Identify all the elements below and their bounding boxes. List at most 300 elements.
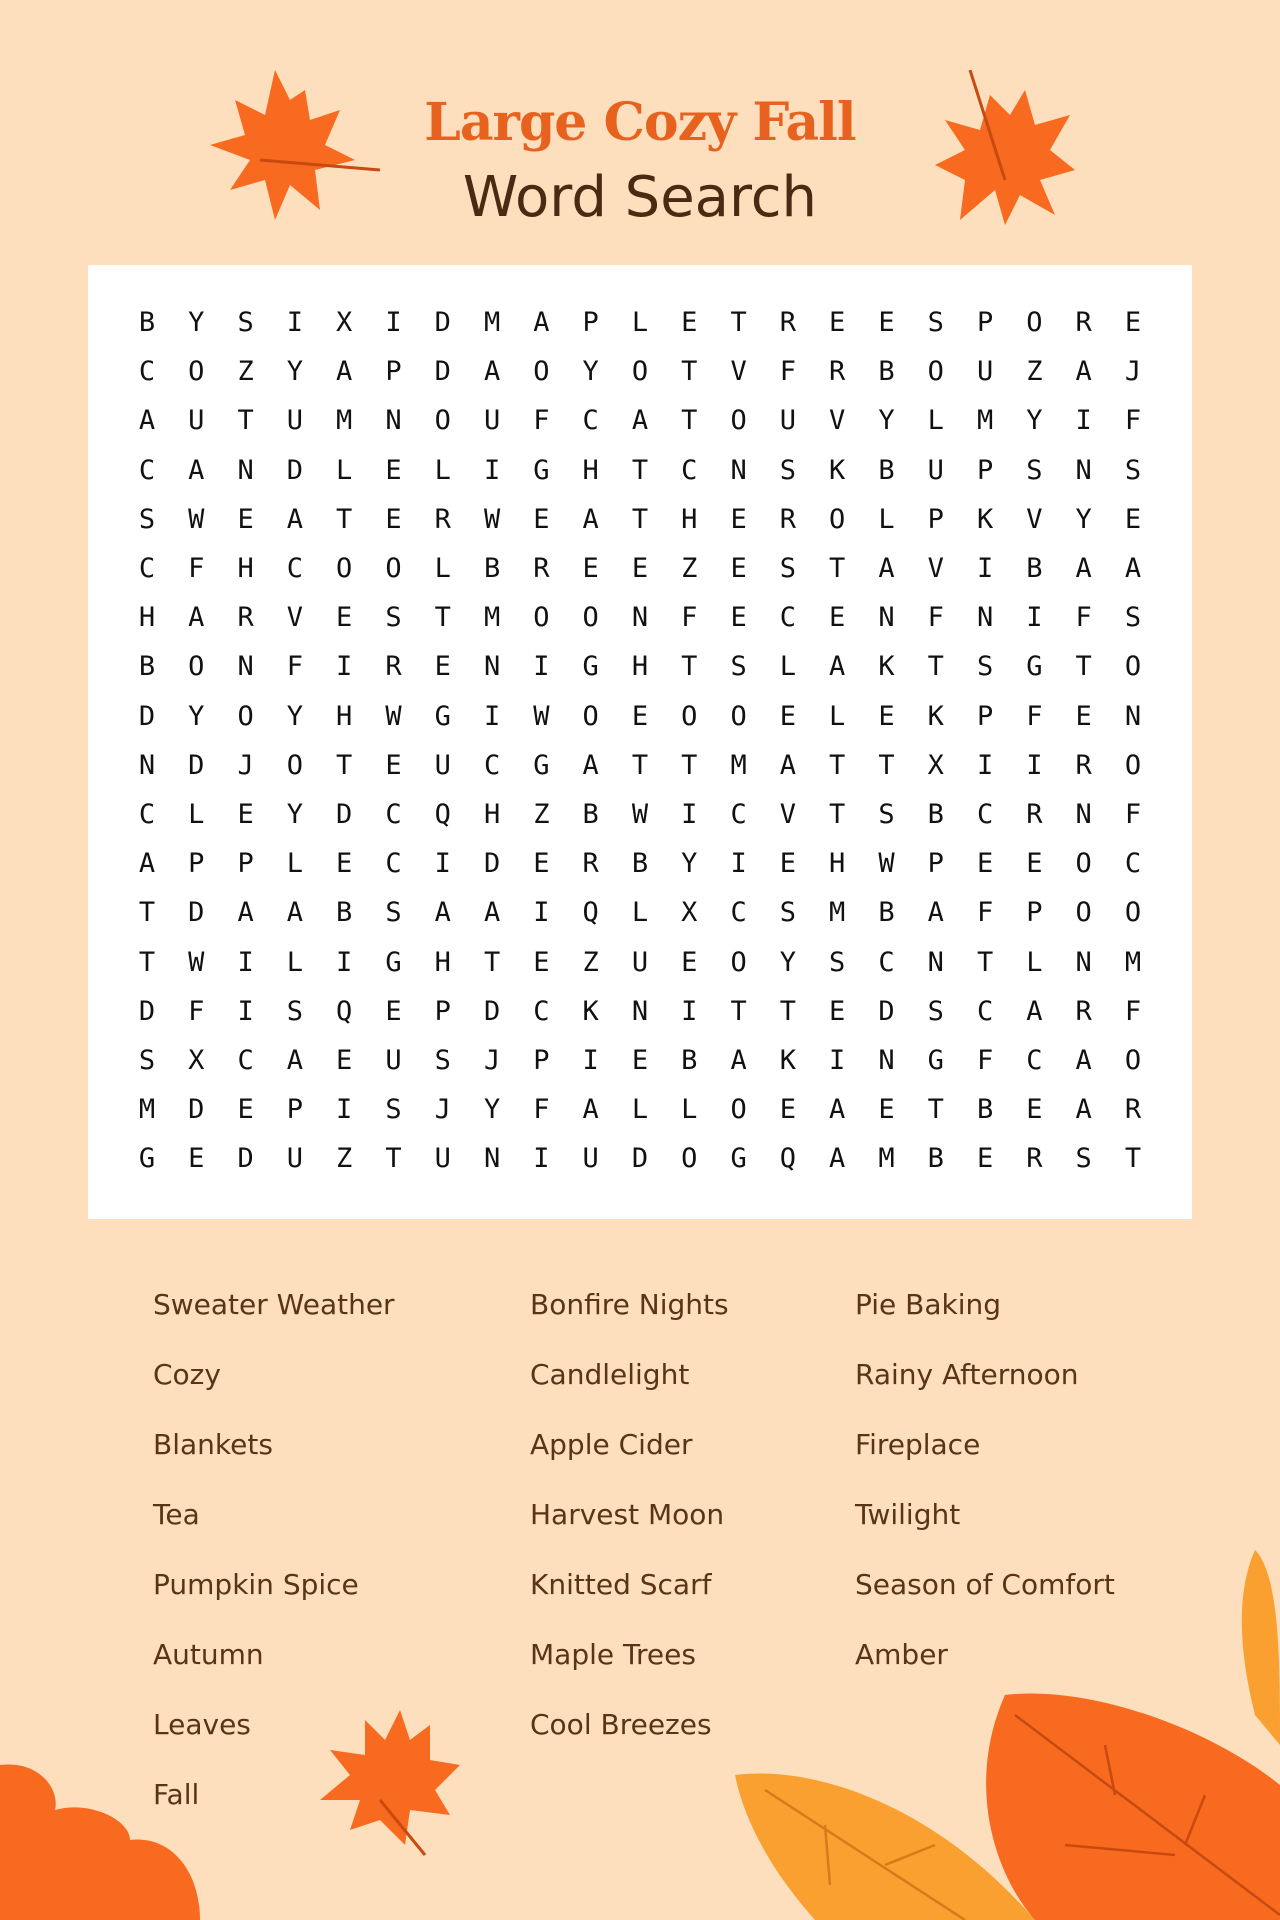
grid-letter[interactable]: Y: [286, 700, 304, 732]
grid-letter[interactable]: O: [582, 602, 599, 634]
grid-letter[interactable]: S: [1124, 602, 1142, 634]
grid-letter[interactable]: K: [829, 454, 846, 486]
grid-letter[interactable]: N: [631, 995, 649, 1027]
grid-letter[interactable]: H: [483, 799, 501, 830]
grid-letter[interactable]: I: [829, 1045, 846, 1076]
grid-letter[interactable]: E: [878, 307, 895, 338]
grid-letter[interactable]: I: [582, 1045, 599, 1076]
grid-letter[interactable]: A: [434, 897, 451, 929]
grid-letter[interactable]: X: [336, 307, 353, 338]
grid-letter[interactable]: A: [483, 897, 501, 929]
grid-letter[interactable]: O: [829, 503, 846, 535]
grid-letter[interactable]: R: [1124, 1094, 1142, 1126]
grid-letter[interactable]: O: [188, 356, 205, 388]
grid-letter[interactable]: U: [976, 356, 994, 388]
grid-letter[interactable]: R: [533, 553, 550, 584]
grid-letter[interactable]: Y: [779, 946, 797, 978]
grid-letter[interactable]: B: [878, 897, 895, 929]
grid-letter[interactable]: D: [434, 356, 451, 388]
grid-letter[interactable]: E: [1124, 307, 1142, 338]
grid-letter[interactable]: N: [1075, 799, 1092, 830]
grid-letter[interactable]: E: [681, 946, 698, 978]
grid-letter[interactable]: B: [631, 848, 649, 880]
grid-letter[interactable]: J: [237, 749, 254, 781]
grid-letter[interactable]: A: [829, 1094, 846, 1126]
grid-letter[interactable]: C: [1124, 848, 1142, 880]
grid-letter[interactable]: U: [286, 1143, 304, 1175]
grid-letter[interactable]: U: [927, 454, 944, 486]
grid-letter[interactable]: P: [927, 503, 944, 535]
grid-letter[interactable]: N: [237, 454, 254, 486]
grid-letter[interactable]: E: [237, 1094, 254, 1126]
grid-letter[interactable]: I: [336, 946, 353, 978]
grid-letter[interactable]: U: [483, 405, 501, 437]
grid-letter[interactable]: S: [779, 454, 797, 486]
grid-letter[interactable]: B: [336, 897, 353, 929]
grid-letter[interactable]: S: [385, 897, 402, 929]
grid-letter[interactable]: S: [976, 651, 994, 683]
grid-letter[interactable]: E: [533, 848, 550, 880]
grid-letter[interactable]: B: [878, 356, 895, 388]
grid-letter[interactable]: P: [237, 848, 254, 880]
grid-letter[interactable]: O: [730, 700, 747, 732]
grid-letter[interactable]: T: [631, 454, 649, 486]
grid-letter[interactable]: B: [483, 553, 501, 584]
grid-letter[interactable]: W: [188, 503, 205, 535]
grid-letter[interactable]: K: [878, 651, 895, 683]
grid-letter[interactable]: T: [237, 405, 254, 437]
grid-letter[interactable]: O: [434, 405, 451, 437]
grid-letter[interactable]: D: [286, 454, 304, 486]
grid-letter[interactable]: Y: [1075, 503, 1092, 535]
grid-letter[interactable]: E: [336, 848, 353, 880]
grid-letter[interactable]: U: [582, 1143, 599, 1175]
grid-letter[interactable]: E: [829, 995, 846, 1027]
grid-letter[interactable]: S: [779, 897, 797, 929]
grid-letter[interactable]: A: [1124, 553, 1142, 584]
grid-letter[interactable]: Y: [582, 356, 599, 388]
grid-letter[interactable]: O: [1124, 749, 1142, 781]
grid-letter[interactable]: L: [631, 897, 649, 929]
grid-letter[interactable]: M: [829, 897, 846, 929]
grid-letter[interactable]: T: [878, 749, 895, 781]
grid-letter[interactable]: M: [138, 1094, 156, 1126]
grid-letter[interactable]: A: [878, 553, 895, 584]
grid-letter[interactable]: A: [533, 307, 550, 338]
grid-letter[interactable]: F: [1075, 602, 1092, 634]
grid-letter[interactable]: J: [1124, 356, 1142, 388]
grid-letter[interactable]: T: [631, 749, 649, 781]
grid-letter[interactable]: T: [138, 897, 156, 929]
grid-letter[interactable]: S: [434, 1045, 451, 1076]
grid-letter[interactable]: T: [829, 749, 846, 781]
grid-letter[interactable]: P: [385, 356, 402, 388]
grid-letter[interactable]: D: [188, 897, 205, 929]
grid-letter[interactable]: C: [779, 602, 797, 634]
grid-letter[interactable]: B: [138, 651, 156, 683]
grid-letter[interactable]: E: [779, 1094, 797, 1126]
grid-letter[interactable]: H: [237, 553, 254, 584]
grid-letter[interactable]: A: [138, 848, 156, 880]
grid-letter[interactable]: I: [385, 307, 402, 338]
grid-letter[interactable]: E: [730, 602, 747, 634]
grid-letter[interactable]: S: [730, 651, 747, 683]
grid-letter[interactable]: K: [582, 995, 599, 1027]
grid-letter[interactable]: D: [138, 700, 156, 732]
grid-letter[interactable]: D: [336, 799, 353, 830]
grid-letter[interactable]: T: [681, 405, 698, 437]
grid-letter[interactable]: F: [976, 1045, 994, 1076]
grid-letter[interactable]: D: [483, 995, 501, 1027]
grid-letter[interactable]: A: [927, 897, 944, 929]
grid-letter[interactable]: E: [779, 848, 797, 880]
grid-letter[interactable]: D: [483, 848, 501, 880]
grid-letter[interactable]: F: [1124, 995, 1142, 1027]
grid-letter[interactable]: N: [730, 454, 747, 486]
grid-letter[interactable]: A: [582, 1094, 599, 1126]
grid-letter[interactable]: E: [878, 700, 895, 732]
grid-letter[interactable]: O: [533, 356, 550, 388]
grid-letter[interactable]: S: [779, 553, 797, 584]
grid-letter[interactable]: O: [1075, 848, 1092, 880]
grid-letter[interactable]: E: [631, 700, 649, 732]
grid-letter[interactable]: W: [483, 503, 501, 535]
grid-letter[interactable]: B: [927, 1143, 944, 1175]
grid-letter[interactable]: G: [385, 946, 402, 978]
grid-letter[interactable]: L: [779, 651, 797, 683]
grid-letter[interactable]: O: [927, 356, 944, 388]
grid-letter[interactable]: S: [1124, 454, 1142, 486]
grid-letter[interactable]: P: [188, 848, 205, 880]
grid-letter[interactable]: B: [878, 454, 895, 486]
grid-letter[interactable]: V: [1026, 503, 1043, 535]
grid-letter[interactable]: Y: [681, 848, 698, 880]
grid-letter[interactable]: Z: [336, 1143, 353, 1175]
grid-letter[interactable]: Z: [1026, 356, 1043, 388]
grid-letter[interactable]: C: [483, 749, 501, 781]
grid-letter[interactable]: A: [829, 651, 846, 683]
grid-letter[interactable]: M: [730, 749, 747, 781]
grid-letter[interactable]: Y: [188, 700, 205, 732]
grid-letter[interactable]: Y: [878, 405, 895, 437]
grid-letter[interactable]: O: [533, 602, 550, 634]
grid-letter[interactable]: T: [631, 503, 649, 535]
grid-letter[interactable]: A: [730, 1045, 747, 1076]
grid-letter[interactable]: F: [533, 405, 550, 437]
grid-letter[interactable]: A: [631, 405, 649, 437]
grid-letter[interactable]: C: [976, 995, 994, 1027]
grid-letter[interactable]: A: [1026, 995, 1043, 1027]
grid-letter[interactable]: O: [1075, 897, 1092, 929]
grid-letter[interactable]: T: [138, 946, 156, 978]
grid-letter[interactable]: M: [483, 307, 501, 338]
grid-letter[interactable]: U: [188, 405, 205, 437]
grid-letter[interactable]: A: [829, 1143, 846, 1175]
grid-letter[interactable]: R: [1075, 995, 1092, 1027]
grid-letter[interactable]: T: [434, 602, 451, 634]
grid-letter[interactable]: I: [1026, 749, 1043, 781]
grid-letter[interactable]: M: [878, 1143, 895, 1175]
grid-letter[interactable]: M: [336, 405, 353, 437]
grid-letter[interactable]: O: [1124, 651, 1142, 683]
grid-letter[interactable]: U: [434, 749, 451, 781]
grid-letter[interactable]: U: [779, 405, 797, 437]
grid-letter[interactable]: R: [1026, 1143, 1043, 1175]
grid-letter[interactable]: O: [336, 553, 353, 584]
grid-letter[interactable]: K: [976, 503, 994, 535]
grid-letter[interactable]: X: [188, 1045, 205, 1076]
grid-letter[interactable]: K: [927, 700, 944, 732]
grid-letter[interactable]: W: [385, 700, 402, 732]
grid-letter[interactable]: F: [188, 995, 205, 1027]
grid-letter[interactable]: J: [483, 1045, 501, 1076]
grid-letter[interactable]: D: [631, 1143, 649, 1175]
grid-letter[interactable]: O: [681, 1143, 698, 1175]
grid-letter[interactable]: L: [188, 799, 205, 830]
grid-letter[interactable]: R: [1075, 749, 1092, 781]
grid-letter[interactable]: S: [1026, 454, 1043, 486]
grid-letter[interactable]: R: [434, 503, 451, 535]
grid-letter[interactable]: E: [730, 503, 747, 535]
grid-letter[interactable]: Y: [1026, 405, 1043, 437]
grid-letter[interactable]: H: [681, 503, 698, 535]
grid-letter[interactable]: N: [878, 602, 895, 634]
grid-letter[interactable]: I: [681, 995, 698, 1027]
grid-letter[interactable]: H: [829, 848, 846, 880]
grid-letter[interactable]: O: [631, 356, 649, 388]
grid-letter[interactable]: D: [878, 995, 895, 1027]
grid-letter[interactable]: L: [286, 848, 304, 880]
grid-letter[interactable]: A: [483, 356, 501, 388]
grid-letter[interactable]: Y: [286, 356, 304, 388]
grid-letter[interactable]: M: [976, 405, 994, 437]
grid-letter[interactable]: N: [483, 651, 501, 683]
grid-letter[interactable]: F: [927, 602, 944, 634]
grid-letter[interactable]: L: [681, 1094, 698, 1126]
grid-letter[interactable]: H: [336, 700, 353, 732]
grid-letter[interactable]: N: [1124, 700, 1142, 732]
grid-letter[interactable]: C: [138, 454, 156, 486]
grid-letter[interactable]: O: [1026, 307, 1043, 338]
grid-letter[interactable]: I: [336, 651, 353, 683]
grid-letter[interactable]: Q: [779, 1143, 797, 1175]
grid-letter[interactable]: B: [582, 799, 599, 830]
grid-letter[interactable]: C: [138, 799, 156, 830]
grid-letter[interactable]: L: [927, 405, 944, 437]
grid-letter[interactable]: R: [779, 307, 797, 338]
grid-letter[interactable]: Q: [434, 799, 451, 830]
grid-letter[interactable]: O: [385, 553, 402, 584]
grid-letter[interactable]: C: [138, 356, 156, 388]
grid-letter[interactable]: N: [1075, 946, 1092, 978]
grid-letter[interactable]: Q: [336, 995, 353, 1027]
grid-letter[interactable]: W: [188, 946, 205, 978]
grid-letter[interactable]: S: [237, 307, 254, 338]
grid-letter[interactable]: D: [188, 749, 205, 781]
grid-letter[interactable]: R: [779, 503, 797, 535]
grid-letter[interactable]: T: [730, 995, 747, 1027]
grid-letter[interactable]: A: [237, 897, 254, 929]
grid-letter[interactable]: O: [1124, 1045, 1142, 1076]
grid-letter[interactable]: B: [927, 799, 944, 830]
grid-letter[interactable]: I: [237, 995, 254, 1027]
grid-letter[interactable]: O: [582, 700, 599, 732]
grid-letter[interactable]: E: [1026, 1094, 1043, 1126]
grid-letter[interactable]: T: [681, 749, 698, 781]
grid-letter[interactable]: X: [681, 897, 698, 929]
grid-letter[interactable]: T: [829, 799, 846, 830]
grid-letter[interactable]: I: [1075, 405, 1092, 437]
grid-letter[interactable]: S: [385, 1094, 402, 1126]
grid-letter[interactable]: O: [188, 651, 205, 683]
grid-letter[interactable]: S: [385, 602, 402, 634]
grid-letter[interactable]: C: [582, 405, 599, 437]
grid-letter[interactable]: A: [779, 749, 797, 781]
grid-letter[interactable]: Y: [286, 799, 304, 830]
grid-letter[interactable]: N: [237, 651, 254, 683]
grid-letter[interactable]: A: [138, 405, 156, 437]
grid-letter[interactable]: T: [927, 1094, 944, 1126]
grid-letter[interactable]: Y: [483, 1094, 501, 1126]
grid-letter[interactable]: I: [483, 700, 501, 732]
grid-letter[interactable]: R: [385, 651, 402, 683]
grid-letter[interactable]: P: [976, 700, 994, 732]
grid-letter[interactable]: B: [681, 1045, 698, 1076]
grid-letter[interactable]: A: [188, 602, 205, 634]
grid-letter[interactable]: E: [878, 1094, 895, 1126]
grid-letter[interactable]: N: [976, 602, 994, 634]
grid-letter[interactable]: T: [681, 651, 698, 683]
grid-letter[interactable]: C: [1026, 1045, 1043, 1076]
grid-letter[interactable]: E: [1075, 700, 1092, 732]
grid-letter[interactable]: S: [927, 995, 944, 1027]
grid-letter[interactable]: S: [1075, 1143, 1092, 1175]
grid-letter[interactable]: E: [533, 503, 550, 535]
grid-letter[interactable]: M: [1124, 946, 1142, 978]
grid-letter[interactable]: F: [976, 897, 994, 929]
grid-letter[interactable]: P: [976, 307, 994, 338]
grid-letter[interactable]: W: [631, 799, 649, 830]
grid-letter[interactable]: O: [286, 749, 304, 781]
grid-letter[interactable]: T: [976, 946, 994, 978]
grid-letter[interactable]: L: [878, 503, 895, 535]
grid-letter[interactable]: N: [138, 749, 156, 781]
grid-letter[interactable]: Z: [681, 553, 698, 584]
grid-letter[interactable]: D: [434, 307, 451, 338]
grid-letter[interactable]: N: [878, 1045, 895, 1076]
grid-letter[interactable]: J: [434, 1094, 451, 1126]
grid-letter[interactable]: P: [976, 454, 994, 486]
grid-letter[interactable]: A: [286, 897, 304, 929]
grid-letter[interactable]: H: [582, 454, 599, 486]
grid-letter[interactable]: E: [533, 946, 550, 978]
grid-letter[interactable]: S: [138, 1045, 156, 1076]
grid-letter[interactable]: V: [730, 356, 747, 388]
grid-letter[interactable]: C: [730, 897, 747, 929]
grid-letter[interactable]: I: [976, 553, 994, 584]
grid-letter[interactable]: A: [188, 454, 205, 486]
grid-letter[interactable]: B: [976, 1094, 994, 1126]
grid-letter[interactable]: S: [138, 503, 156, 535]
grid-letter[interactable]: O: [237, 700, 254, 732]
grid-letter[interactable]: F: [1124, 405, 1142, 437]
grid-letter[interactable]: O: [730, 946, 747, 978]
grid-letter[interactable]: E: [188, 1143, 205, 1175]
grid-letter[interactable]: O: [730, 1094, 747, 1126]
grid-letter[interactable]: T: [681, 356, 698, 388]
grid-letter[interactable]: I: [483, 454, 501, 486]
grid-letter[interactable]: V: [779, 799, 797, 830]
grid-letter[interactable]: E: [385, 749, 402, 781]
grid-letter[interactable]: N: [1075, 454, 1092, 486]
grid-letter[interactable]: U: [286, 405, 304, 437]
grid-letter[interactable]: N: [483, 1143, 501, 1175]
grid-letter[interactable]: F: [1124, 799, 1142, 830]
grid-letter[interactable]: S: [927, 307, 944, 338]
grid-letter[interactable]: G: [730, 1143, 747, 1175]
grid-letter[interactable]: I: [533, 1143, 550, 1175]
grid-letter[interactable]: I: [434, 848, 451, 880]
grid-letter[interactable]: W: [878, 848, 895, 880]
grid-letter[interactable]: D: [188, 1094, 205, 1126]
grid-letter[interactable]: U: [434, 1143, 451, 1175]
grid-letter[interactable]: N: [927, 946, 944, 978]
grid-letter[interactable]: L: [631, 1094, 649, 1126]
grid-letter[interactable]: E: [730, 553, 747, 584]
grid-letter[interactable]: P: [582, 307, 599, 338]
grid-letter[interactable]: L: [1026, 946, 1043, 978]
grid-letter[interactable]: T: [927, 651, 944, 683]
grid-letter[interactable]: G: [138, 1143, 156, 1175]
grid-letter[interactable]: K: [779, 1045, 797, 1076]
grid-letter[interactable]: A: [582, 503, 599, 535]
grid-letter[interactable]: T: [1075, 651, 1092, 683]
grid-letter[interactable]: Z: [582, 946, 599, 978]
grid-letter[interactable]: H: [631, 651, 649, 683]
grid-letter[interactable]: I: [336, 1094, 353, 1126]
grid-letter[interactable]: Z: [533, 799, 550, 830]
grid-letter[interactable]: P: [1026, 897, 1043, 929]
grid-letter[interactable]: A: [336, 356, 353, 388]
grid-letter[interactable]: F: [779, 356, 797, 388]
grid-letter[interactable]: E: [385, 503, 402, 535]
grid-letter[interactable]: R: [1075, 307, 1092, 338]
grid-letter[interactable]: T: [483, 946, 501, 978]
grid-letter[interactable]: G: [533, 749, 550, 781]
grid-letter[interactable]: Z: [237, 356, 254, 388]
grid-letter[interactable]: O: [1124, 897, 1142, 929]
grid-letter[interactable]: T: [336, 503, 353, 535]
grid-letter[interactable]: C: [286, 553, 304, 584]
grid-letter[interactable]: F: [681, 602, 698, 634]
grid-letter[interactable]: E: [1124, 503, 1142, 535]
grid-letter[interactable]: X: [927, 749, 944, 781]
grid-letter[interactable]: L: [631, 307, 649, 338]
grid-letter[interactable]: F: [286, 651, 304, 683]
grid-letter[interactable]: W: [533, 700, 550, 732]
grid-letter[interactable]: F: [533, 1094, 550, 1126]
grid-letter[interactable]: Y: [188, 307, 205, 338]
grid-letter[interactable]: C: [237, 1045, 254, 1076]
grid-letter[interactable]: G: [533, 454, 550, 486]
grid-letter[interactable]: H: [434, 946, 451, 978]
grid-letter[interactable]: L: [336, 454, 353, 486]
grid-letter[interactable]: A: [1075, 1094, 1092, 1126]
grid-letter[interactable]: R: [582, 848, 599, 880]
grid-letter[interactable]: P: [286, 1094, 304, 1126]
grid-letter[interactable]: E: [237, 799, 254, 830]
grid-letter[interactable]: S: [829, 946, 846, 978]
